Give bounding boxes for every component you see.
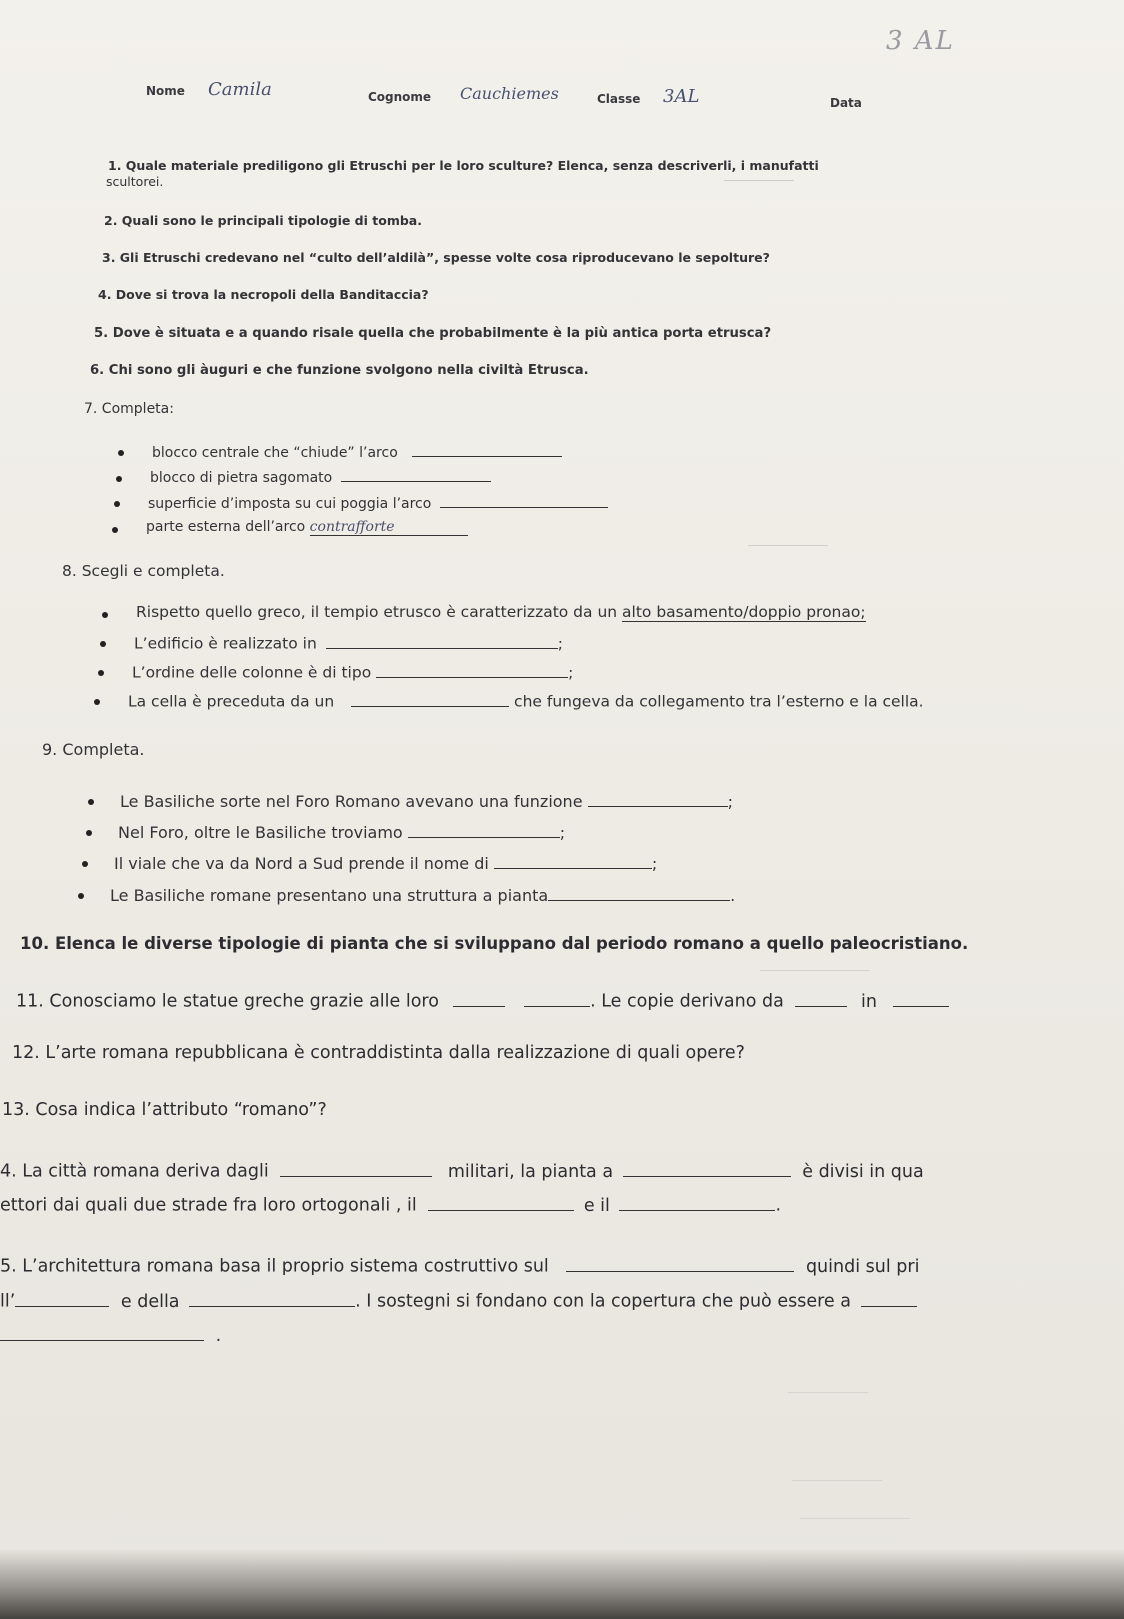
question-6: 6. Chi sono gli àuguri e che funzione svolgono nella civiltà Etrusca. [90,363,589,378]
question-12: 12. L’arte romana repubblicana è contraddistinta dalla realizzazione di quali opere? [12,1043,745,1063]
answer-blank[interactable] [861,1288,917,1307]
answer-blank[interactable] [893,988,949,1007]
q8-item-3: L’ordine delle colonne è di tipo ; [132,661,573,682]
question-1-line1: 1. Quale materiale prediligono gli Etruschi per le loro sculture? Elenca, senza descriverli, i manufatti [108,158,819,173]
q8-item-2: L’edificio è realizzato in ; [134,632,563,653]
answer-contrafforte[interactable]: contrafforte [310,519,468,536]
answer-blank[interactable] [341,467,491,482]
q8-item-1: Rispetto quello greco, il tempio etrusco è caratterizzato da un alto basamento/doppio pronao; [136,603,866,621]
question-11: 11. Conosciamo le statue greche grazie alle loro . Le copie derivano da in [16,988,949,1012]
q9-item-2: Nel Foro, oltre le Basiliche troviamo ; [118,823,566,842]
cognome-label: Cognome [368,90,432,104]
bottom-shadow [0,1549,1124,1619]
bleed-through-mark [792,1480,882,1481]
answer-blank[interactable] [566,1253,794,1272]
bullet [100,641,106,647]
bullet [102,612,108,618]
q9-item-4: Le Basiliche romane presentano una struttura a pianta . [110,886,736,905]
bullet [114,501,120,507]
answer-blank[interactable] [548,884,730,901]
bullet [94,699,100,705]
answer-blank[interactable] [408,821,560,838]
question-14-line1: 4. La città romana deriva dagli militari, la pianta a è divisi in qua [0,1158,924,1182]
bleed-through-mark [788,1392,868,1393]
answer-blank[interactable] [412,442,562,457]
answer-blank[interactable] [440,493,608,508]
q7-item-3: superficie d’imposta su cui poggia l’arco [148,493,608,512]
corner-class-mark: 3 AL [886,26,955,56]
question-1-line2: scultorei. [106,174,164,189]
classe-label: Classe [597,92,641,106]
question-7-title: 7. Completa: [84,401,174,417]
answer-blank[interactable] [189,1288,355,1307]
data-label: Data [830,96,862,110]
bullet [116,476,122,482]
answer-blank[interactable] [623,1158,791,1177]
q9-item-1: Le Basiliche sorte nel Foro Romano avevano una funzione ; [120,792,734,811]
classe-value: 3AL [663,86,700,107]
bullet [112,527,118,533]
question-10: 10. Elenca le diverse tipologie di pianta che si sviluppano dal periodo romano a quello paleocristiano. [20,934,969,953]
question-8-title: 8. Scegli e completa. [62,562,225,580]
bullet [118,450,124,456]
nome-label: Nome [146,84,185,98]
bleed-through-mark [724,180,794,181]
q7-item-2: blocco di pietra sagomato [150,467,491,486]
question-15-line2: ll’ e della . I sostegni si fondano con la copertura che può essere a [0,1288,917,1312]
bullet [86,830,92,836]
nome-value: Camila [208,79,272,100]
answer-blank[interactable] [428,1192,574,1211]
cognome-value: Cauchiemes [460,84,559,103]
bleed-through-mark [800,1518,910,1519]
question-15-line1: 5. L’architettura romana basa il proprio sistema costruttivo sul quindi sul pri [0,1253,919,1277]
question-13: 13. Cosa indica l’attributo “romano”? [2,1100,327,1120]
bleed-through-mark [760,970,870,971]
bullet [82,861,88,867]
answer-blank[interactable] [326,632,558,649]
answer-blank[interactable] [280,1158,432,1177]
question-9-title: 9. Completa. [42,740,145,759]
answer-blank[interactable] [15,1288,109,1307]
answer-blank[interactable] [376,661,568,678]
answer-blank[interactable] [453,988,505,1007]
q8-item-4: La cella è preceduta da un che fungeva da collegamento tra l’esterno e la cella. [128,690,924,711]
question-2: 2. Quali sono le principali tipologie di tomba. [104,213,422,228]
question-5: 5. Dove è situata e a quando risale quella che probabilmente è la più antica porta etrusca? [94,326,772,341]
question-4: 4. Dove si trova la necropoli della Banditaccia? [98,287,429,302]
q9-item-3: Il viale che va da Nord a Sud prende il nome di ; [114,854,658,873]
bleed-through-mark [748,545,828,546]
answer-blank[interactable] [0,1322,204,1341]
q8-choice-underlined: alto basamento/doppio pronao; [622,603,866,621]
answer-blank[interactable] [588,790,728,807]
bullet [88,799,94,805]
answer-blank[interactable] [524,988,590,1007]
q7-item-4: parte esterna dell’arco contrafforte [146,519,468,536]
question-14-line2: ettori dai quali due strade fra loro ortogonali , il e il . [0,1192,781,1216]
bullet [78,893,84,899]
answer-blank[interactable] [351,690,509,707]
answer-blank[interactable] [619,1192,775,1211]
answer-blank[interactable] [494,852,652,869]
question-15-line3: . [0,1322,221,1346]
question-3: 3. Gli Etruschi credevano nel “culto dell’aldilà”, spesse volte cosa riproducevano le sepolture? [102,250,770,265]
q7-item-1: blocco centrale che “chiude” l’arco [152,442,562,461]
answer-blank[interactable] [795,988,847,1007]
bullet [98,670,104,676]
